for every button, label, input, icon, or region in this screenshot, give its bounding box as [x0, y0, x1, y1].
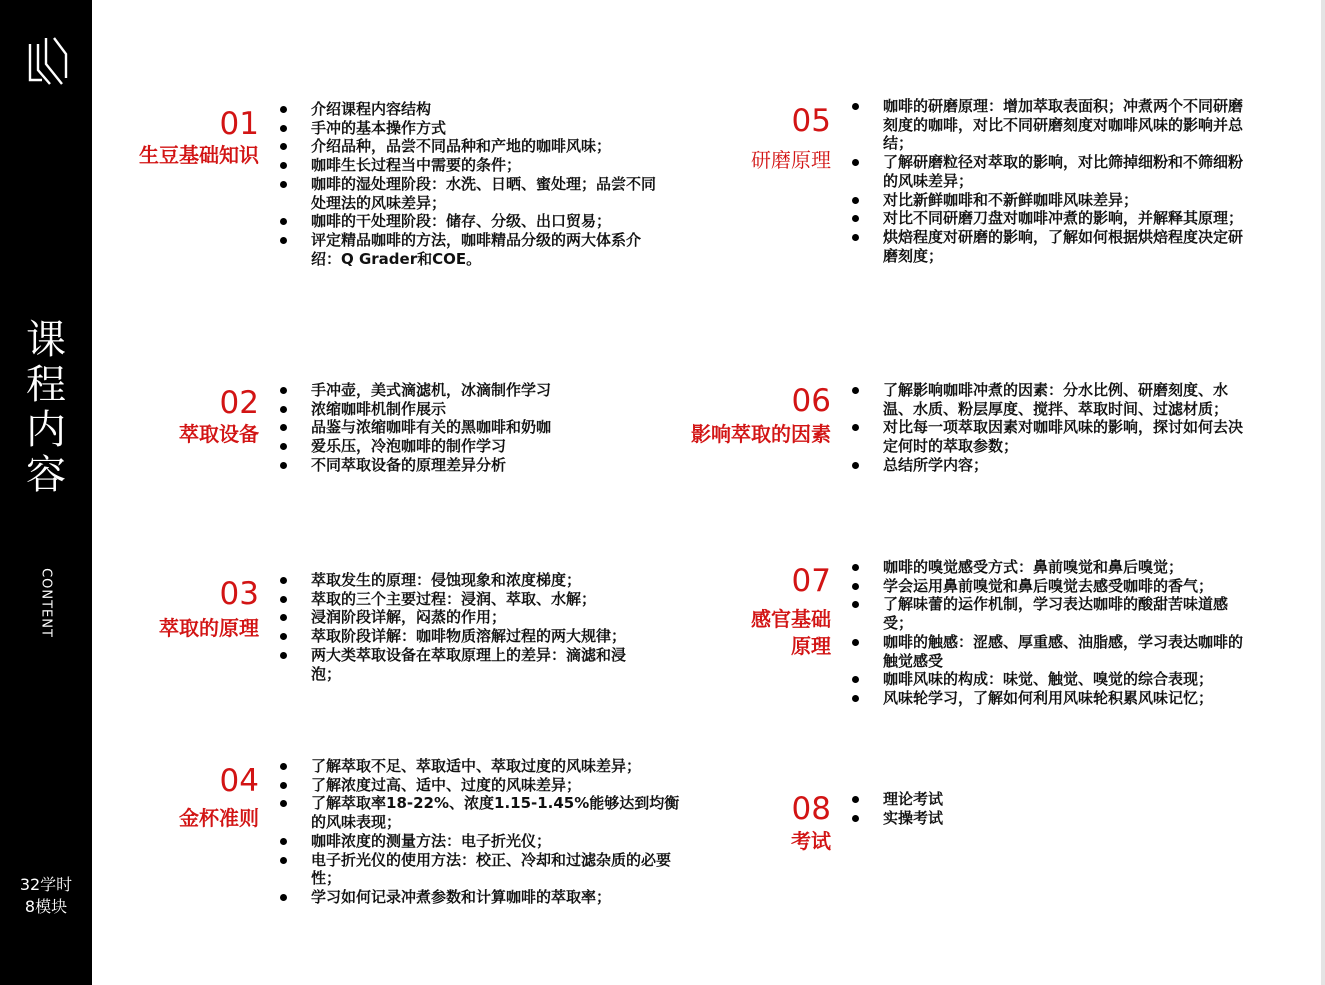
module-title: 生豆基础知识: [139, 143, 259, 167]
list-item: 了解萃取率18-22%、浓度1.15-1.45%能够达到均衡的风味表现；: [280, 794, 680, 831]
list-item: 萃取发生的原理：侵蚀现象和浓度梯度；: [280, 571, 650, 590]
module-number: 03: [219, 576, 259, 612]
page-title-char: 内: [26, 407, 66, 453]
list-item: 对比不同研磨刀盘对咖啡冲煮的影响，并解释其原理；: [852, 209, 1247, 228]
list-item: 了解研磨粒径对萃取的影响，对比筛掉细粉和不筛细粉的风味差异；: [852, 153, 1247, 190]
list-item: 两大类萃取设备在萃取原理上的差异：滴滤和浸泡；: [280, 646, 650, 683]
module-number: 07: [791, 563, 831, 599]
module-item-list: [280, 571, 650, 683]
page-title-char: 容: [26, 452, 66, 498]
module-title: 研磨原理: [751, 148, 831, 172]
list-item: 了解味蕾的运作机制，学习表达咖啡的酸甜苦味道感受；: [852, 595, 1247, 632]
module-number: 01: [219, 106, 259, 142]
list-item: 咖啡的研磨原理：增加萃取表面积；冲煮两个不同研磨刻度的咖啡，对比不同研磨刻度对咖啡风味的影响并总结；: [852, 97, 1247, 153]
module-number: 08: [791, 791, 831, 827]
module-item-list: [852, 790, 1247, 827]
list-item: 不同萃取设备的原理差异分析: [280, 456, 660, 475]
sidebar: [0, 0, 92, 985]
page-title: [0, 318, 92, 498]
list-item: 学会运用鼻前嗅觉和鼻后嗅觉去感受咖啡的香气；: [852, 577, 1247, 596]
list-item: 萃取的三个主要过程：浸润、萃取、水解；: [280, 590, 650, 609]
list-item: 爱乐压，冷泡咖啡的制作学习: [280, 437, 660, 456]
list-item: 咖啡的触感：涩感、厚重感、油脂感，学习表达咖啡的触觉感受: [852, 633, 1247, 670]
module-item-list: [852, 97, 1247, 265]
list-item: 对比新鲜咖啡和不新鲜咖啡风味差异；: [852, 191, 1247, 210]
list-item: 浸润阶段详解，闷蒸的作用；: [280, 608, 650, 627]
list-item: 介绍品种，品尝不同品种和产地的咖啡风味；: [280, 137, 660, 156]
list-item: 电子折光仪的使用方法：校正、冷却和过滤杂质的必要性；: [280, 851, 680, 888]
module-number: 02: [219, 385, 259, 421]
module-number: 05: [791, 103, 831, 139]
course-modules-count: 8模块: [24, 897, 68, 916]
list-item: 实操考试: [852, 809, 1247, 828]
course-hours: 32学时: [19, 875, 73, 894]
list-item: 浓缩咖啡机制作展示: [280, 400, 660, 419]
list-item: 咖啡的嗅觉感受方式：鼻前嗅觉和鼻后嗅觉；: [852, 558, 1247, 577]
list-item: 了解萃取不足、萃取适中、萃取过度的风味差异；: [280, 757, 680, 776]
list-item: 介绍课程内容结构: [280, 100, 660, 119]
list-item: 烘焙程度对研磨的影响，了解如何根据烘焙程度决定研磨刻度；: [852, 228, 1247, 265]
module-number: 04: [219, 763, 259, 799]
module-title: 影响萃取的因素: [691, 422, 831, 446]
course-meta: [0, 874, 92, 918]
module-title: 考试: [791, 829, 831, 853]
page-title-char: 程: [26, 362, 66, 408]
module-title: 萃取的原理: [159, 616, 259, 640]
list-item: 咖啡的湿处理阶段：水洗、日晒、蜜处理；品尝不同处理法的风味差异；: [280, 175, 660, 212]
list-item: 咖啡生长过程当中需要的条件；: [280, 156, 660, 175]
list-item: 总结所学内容；: [852, 456, 1247, 475]
list-item: 咖啡浓度的测量方法：电子折光仪；: [280, 832, 680, 851]
module-item-list: [280, 381, 660, 475]
page-title-char: 课: [26, 317, 66, 363]
module-item-list: [280, 100, 660, 268]
module-title: 萃取设备: [179, 422, 259, 446]
list-item: 对比每一项萃取因素对咖啡风味的影响，探讨如何去决定何时的萃取参数；: [852, 418, 1247, 455]
list-item: 咖啡风味的构成：味觉、触觉、嗅觉的综合表现；: [852, 670, 1247, 689]
list-item: 萃取阶段详解：咖啡物质溶解过程的两大规律；: [280, 627, 650, 646]
module-title: 感官基础原理: [751, 607, 831, 658]
list-item: 手冲壶，美式滴滤机，冰滴制作学习: [280, 381, 660, 400]
list-item: 理论考试: [852, 790, 1247, 809]
module-item-list: [280, 757, 680, 907]
stripes-logo-icon: [26, 34, 68, 86]
module-number: 06: [791, 383, 831, 419]
list-item: 评定精品咖啡的方法，咖啡精品分级的两大体系介绍：Q Grader和COE。: [280, 231, 660, 268]
list-item: 咖啡的干处理阶段：储存、分级、出口贸易；: [280, 212, 660, 231]
list-item: 风味轮学习，了解如何利用风味轮积累风味记忆；: [852, 689, 1247, 708]
list-item: 手冲的基本操作方式: [280, 119, 660, 138]
list-item: 了解影响咖啡冲煮的因素：分水比例、研磨刻度、水温、水质、粉层厚度、搅拌、萃取时间、过滤材质；: [852, 381, 1247, 418]
list-item: 品鉴与浓缩咖啡有关的黑咖啡和奶咖: [280, 418, 660, 437]
right-edge-divider: [1321, 0, 1325, 985]
list-item: 了解浓度过高、适中、过度的风味差异；: [280, 776, 680, 795]
list-item: 学习如何记录冲煮参数和计算咖啡的萃取率；: [280, 888, 680, 907]
module-item-list: [852, 558, 1247, 708]
module-item-list: [852, 381, 1247, 475]
page-subtitle: CONTENT: [38, 568, 54, 638]
module-title: 金杯准则: [179, 806, 259, 830]
